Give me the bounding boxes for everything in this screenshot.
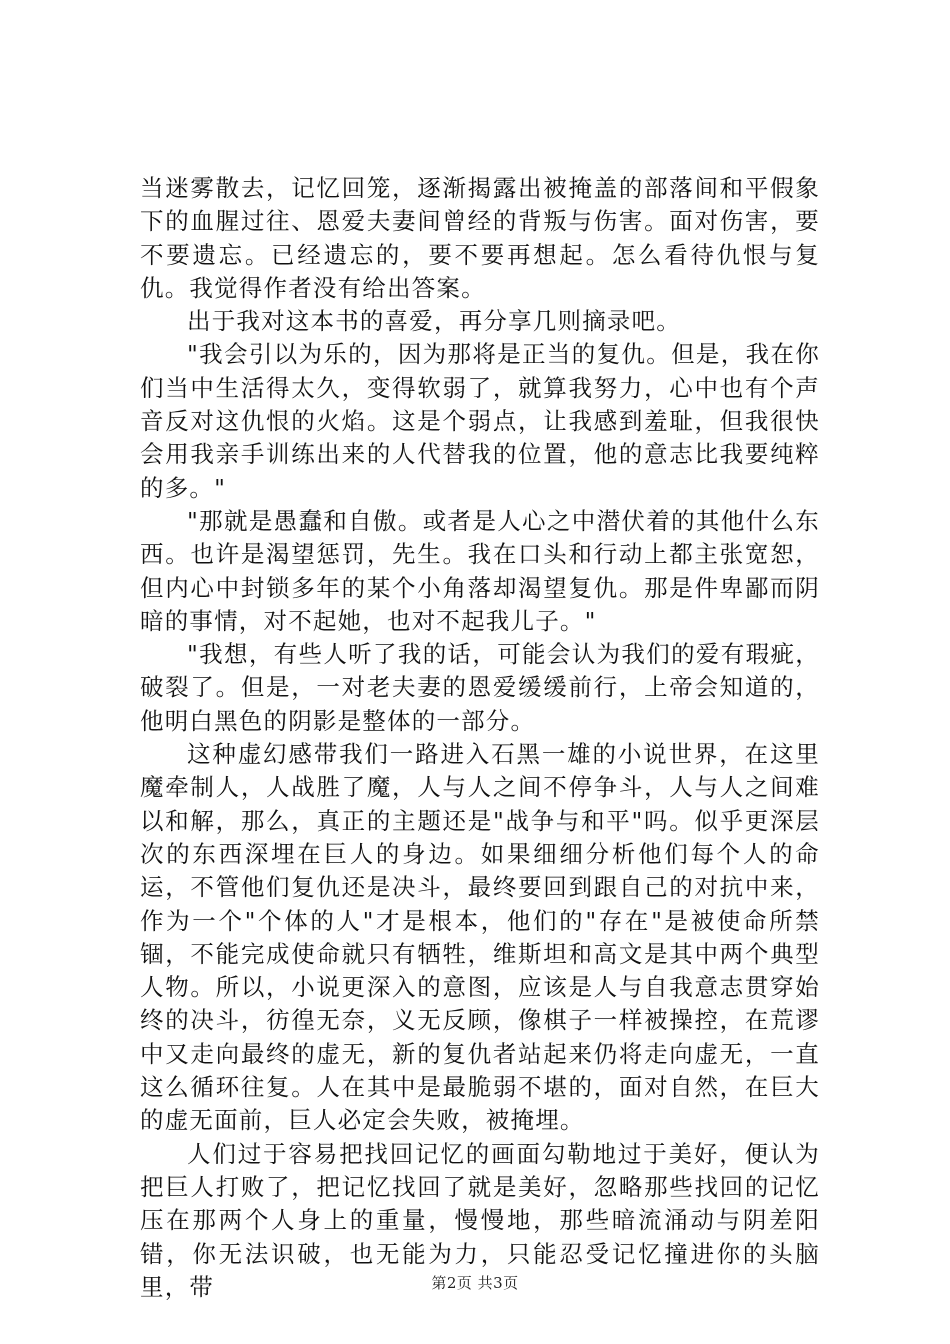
page-number-footer: 第2页 共3页 [431, 1274, 519, 1292]
paragraph-4: "那就是愚蠢和自傲。或者是人心之中潜伏着的其他什么东西。也许是渴望惩罚，先生。我在口头和行动上都主张宽恕，但内心中封锁多年的某个小角落却渴望复仇。那是件卑鄙而阴暗的事情，对不起她，也对不起我儿子。" [140, 506, 820, 635]
paragraph-7: 人们过于容易把找回记忆的画面勾勒地过于美好，便认为把巨人打败了，把记忆找回了就是美好，忽略那些找回的记忆压在那两个人身上的重量，慢慢地，那些暗流涌动与阴差阳错，你无法识破，也无能为力，只能忍受记忆撞进你的头脑里，带 [140, 1139, 820, 1301]
document-body [140, 172, 820, 1304]
paragraph-1: 当迷雾散去，记忆回笼，逐渐揭露出被掩盖的部落间和平假象下的血腥过往、恩爱夫妻间曾经的背叛与伤害。面对伤害，要不要遗忘。已经遗忘的，要不要再想起。怎么看待仇恨与复仇。我觉得作者没有给出答案。 [140, 174, 820, 302]
paragraph-2: 出于我对这本书的喜爱，再分享几则摘录吧。 [187, 307, 681, 336]
paragraph-6: 这种虚幻感带我们一路进入石黑一雄的小说世界，在这里魔牵制人，人战胜了魔，人与人之间不停争斗，人与人之间难以和解，那么，真正的主题还是"战争与和平"吗。似乎更深层次的东西深埋在巨人的身边。如果细细分析他们每个人的命运，不管他们复仇还是决斗，最终要回到跟自己的对抗中来，作为一个"个体的人"才是根本，他们的"存在"是被使命所禁锢，不能完成使命就只有牺牲，维斯坦和高文是其中两个典型人物。所以，小说更深入的意图，应该是人与自我意志贯穿始终的决斗，彷徨无奈，义无反顾，像棋子一样被操控，在荒谬中又走向最终的虚无，新的复仇者站起来仍将走向虚无，一直这么循环往复。人在其中是最脆弱不堪的，面对自然，在巨大的虚无面前，巨人必定会失败，被掩埋。 [140, 740, 820, 1135]
paragraph-3: "我会引以为乐的，因为那将是正当的复仇。但是，我在你们当中生活得太久，变得软弱了，就算我努力，心中也有个声音反对这仇恨的火焰。这是个弱点，让我感到羞耻，但我很快会用我亲手训练出来的人代替我的位置，他的意志比我要纯粹的多。" [140, 340, 820, 502]
paragraph-5: "我想，有些人听了我的话，可能会认为我们的爱有瑕疵，破裂了。但是，一对老夫妻的恩爱缓缓前行，上帝会知道的，他明白黑色的阴影是整体的一部分。 [140, 640, 820, 735]
